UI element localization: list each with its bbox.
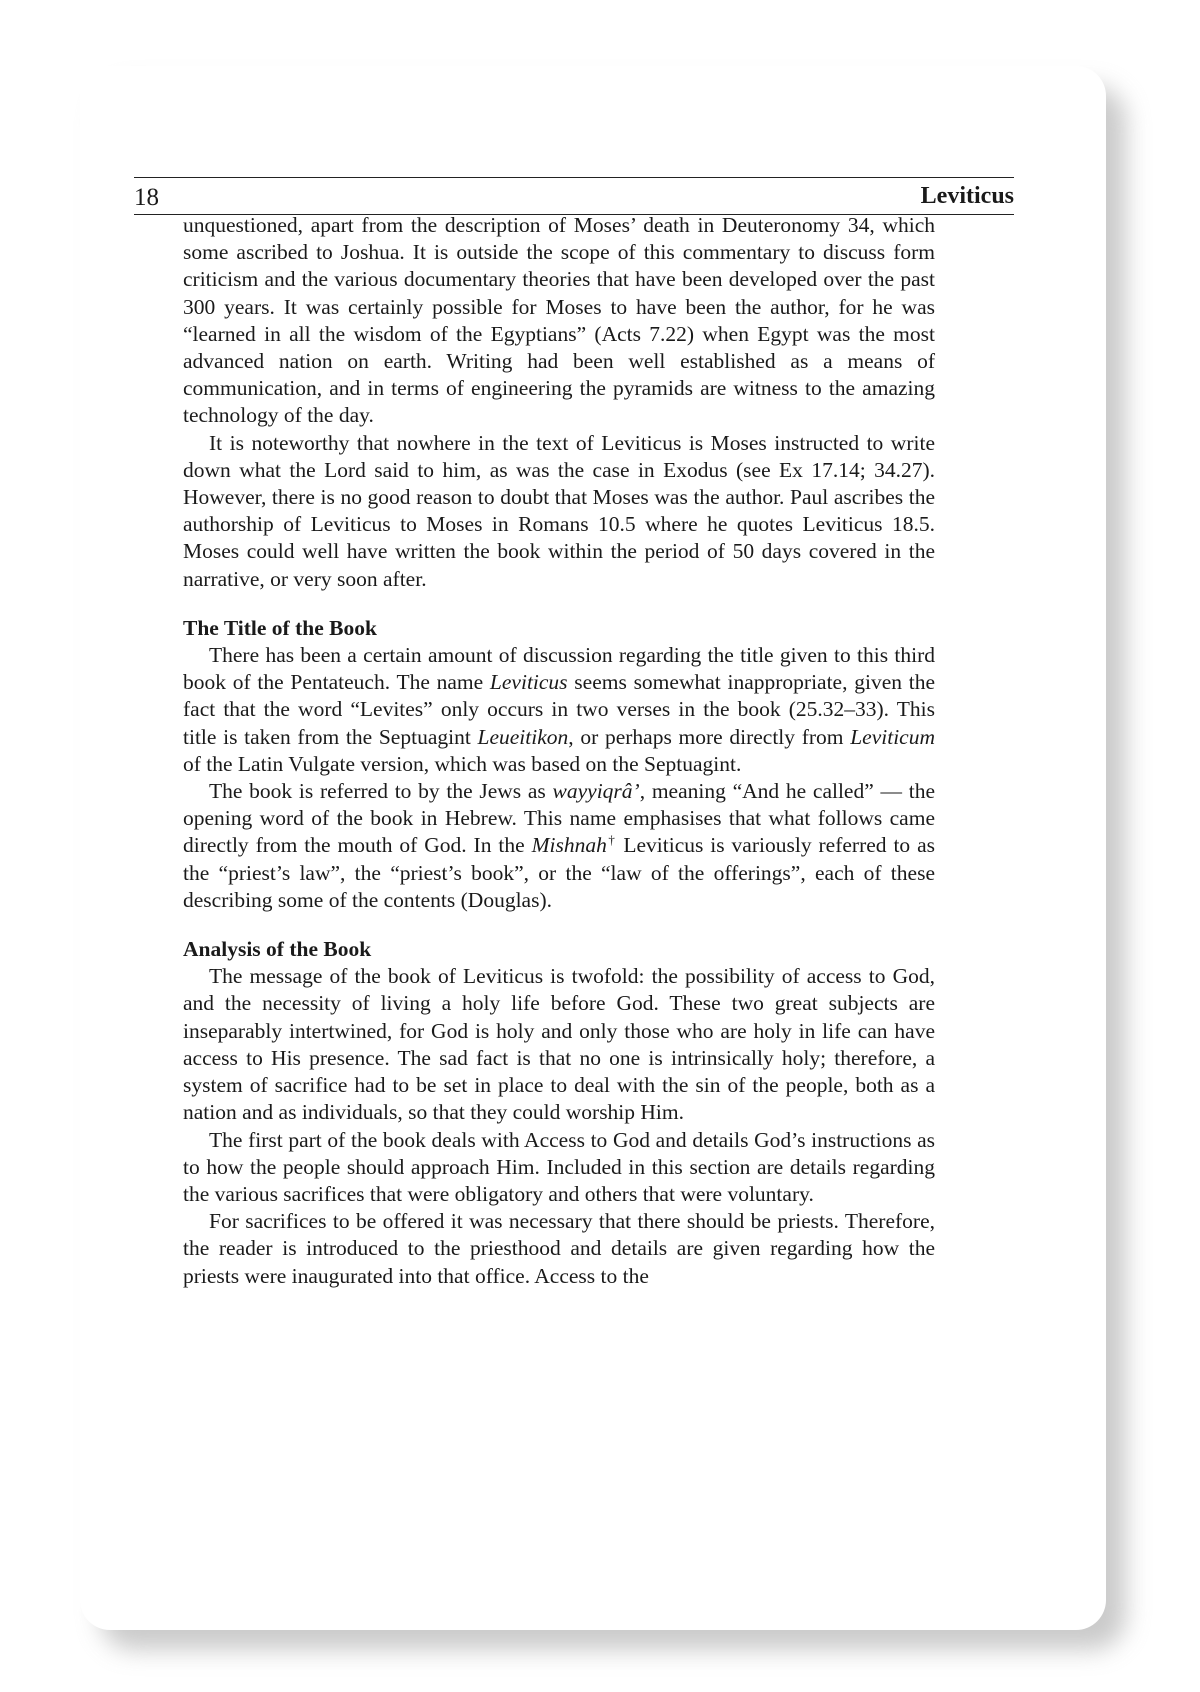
footnote-marker: † xyxy=(606,832,617,848)
paragraph-analysis-priesthood: For sacrifices to be offered it was necessary that there should be priests. Therefore, the reader is introduced to the priesthood and details are given regarding how the priests were inaugurated into that office. Access to the xyxy=(183,1209,935,1288)
italic-term-leviticus: Leviticus xyxy=(489,670,568,695)
section-heading-analysis: Analysis of the Book xyxy=(183,937,372,962)
paragraph-hebrew-name xyxy=(183,778,935,914)
page-number: 18 xyxy=(134,184,159,211)
text-run: Leviticus is variously referred to as the “priest’s law”, the “priest’s book”, or the “law of the offerings”, each of these describing some of the contents (Douglas). xyxy=(183,833,936,912)
text-run: of the Latin Vulgate version, which was based on the Septuagint. xyxy=(183,751,742,776)
paragraph-analysis-message: The message of the book of Leviticus is twofold: the possibility of access to God, and the necessity of living a holy life before God. These two great subjects are inseparably intertwined, for God is holy and only those who are holy in life can have access to His presence. The sad fact is that no one is intrinsically holy; therefore, a system of sacrifice had to be set in place to deal with the sin of the people, both as a nation and as individuals, so that they could worship Him. xyxy=(183,964,935,1125)
running-title: Leviticus xyxy=(920,183,1014,209)
paragraph-intro-continued: unquestioned, apart from the description of Moses’ death in Deuteronomy 34, which some ascribed to Joshua. It is outside the scope of this commentary to discuss form criticism and the various documentary theories that have been developed over the past 300 years. It was certainly possible for Moses to have been the author, for he was “learned in all the wisdom of the Egyptians” (Acts 7.22) when Egypt was the most advanced nation on earth. Writing had been well established as a means of communication, and in terms of engineering the pyramids are witness to the amazing technology of the day. xyxy=(183,213,935,428)
text-run: There has been a certain amount of discussion regarding the title given to this third book of the Pentateuch. The name xyxy=(183,643,935,695)
italic-term-wayyiqra: wayyiqrâ’ xyxy=(552,779,640,804)
italic-term-leueitikon: Leueitikon xyxy=(477,724,569,749)
paragraph-title-discussion xyxy=(183,642,935,778)
page-header xyxy=(134,177,1014,215)
section-heading-title: The Title of the Book xyxy=(183,615,377,640)
italic-term-leviticum: Leviticum xyxy=(850,724,936,749)
text-run: , or perhaps more directly from xyxy=(568,724,851,749)
text-run: The book is referred to by the Jews as xyxy=(209,779,553,804)
text-run: , meaning “And he called” — the opening word of the book in Hebrew. This name emphasises that what follows came directly from the mouth of God. In the xyxy=(183,779,935,858)
paragraph-analysis-first-part: The first part of the book deals with Access to God and details God’s instructions as to how the people should approach Him. Included in this section are details regarding the various sacrifices that were obligatory and others that were voluntary. xyxy=(183,1127,935,1206)
paragraph-authorship: It is noteworthy that nowhere in the text of Leviticus is Moses instructed to write down what the Lord said to him, as was the case in Exodus (see Ex 17.14; 34.27). However, there is no good reason to doubt that Moses was the author. Paul ascribes the authorship of Leviticus to Moses in Romans 10.5 where he quotes Leviticus 18.5. Moses could well have written the book within the period of 50 days covered in the narrative, or very soon after. xyxy=(183,430,935,591)
italic-term-mishnah: Mishnah xyxy=(531,833,607,858)
text-run: seems somewhat inappropriate, given the fact that the word “Levites” only occurs in two verses in the book (25.32–33). This title is taken from the Septuagint xyxy=(183,670,935,749)
body-text xyxy=(183,212,935,1290)
